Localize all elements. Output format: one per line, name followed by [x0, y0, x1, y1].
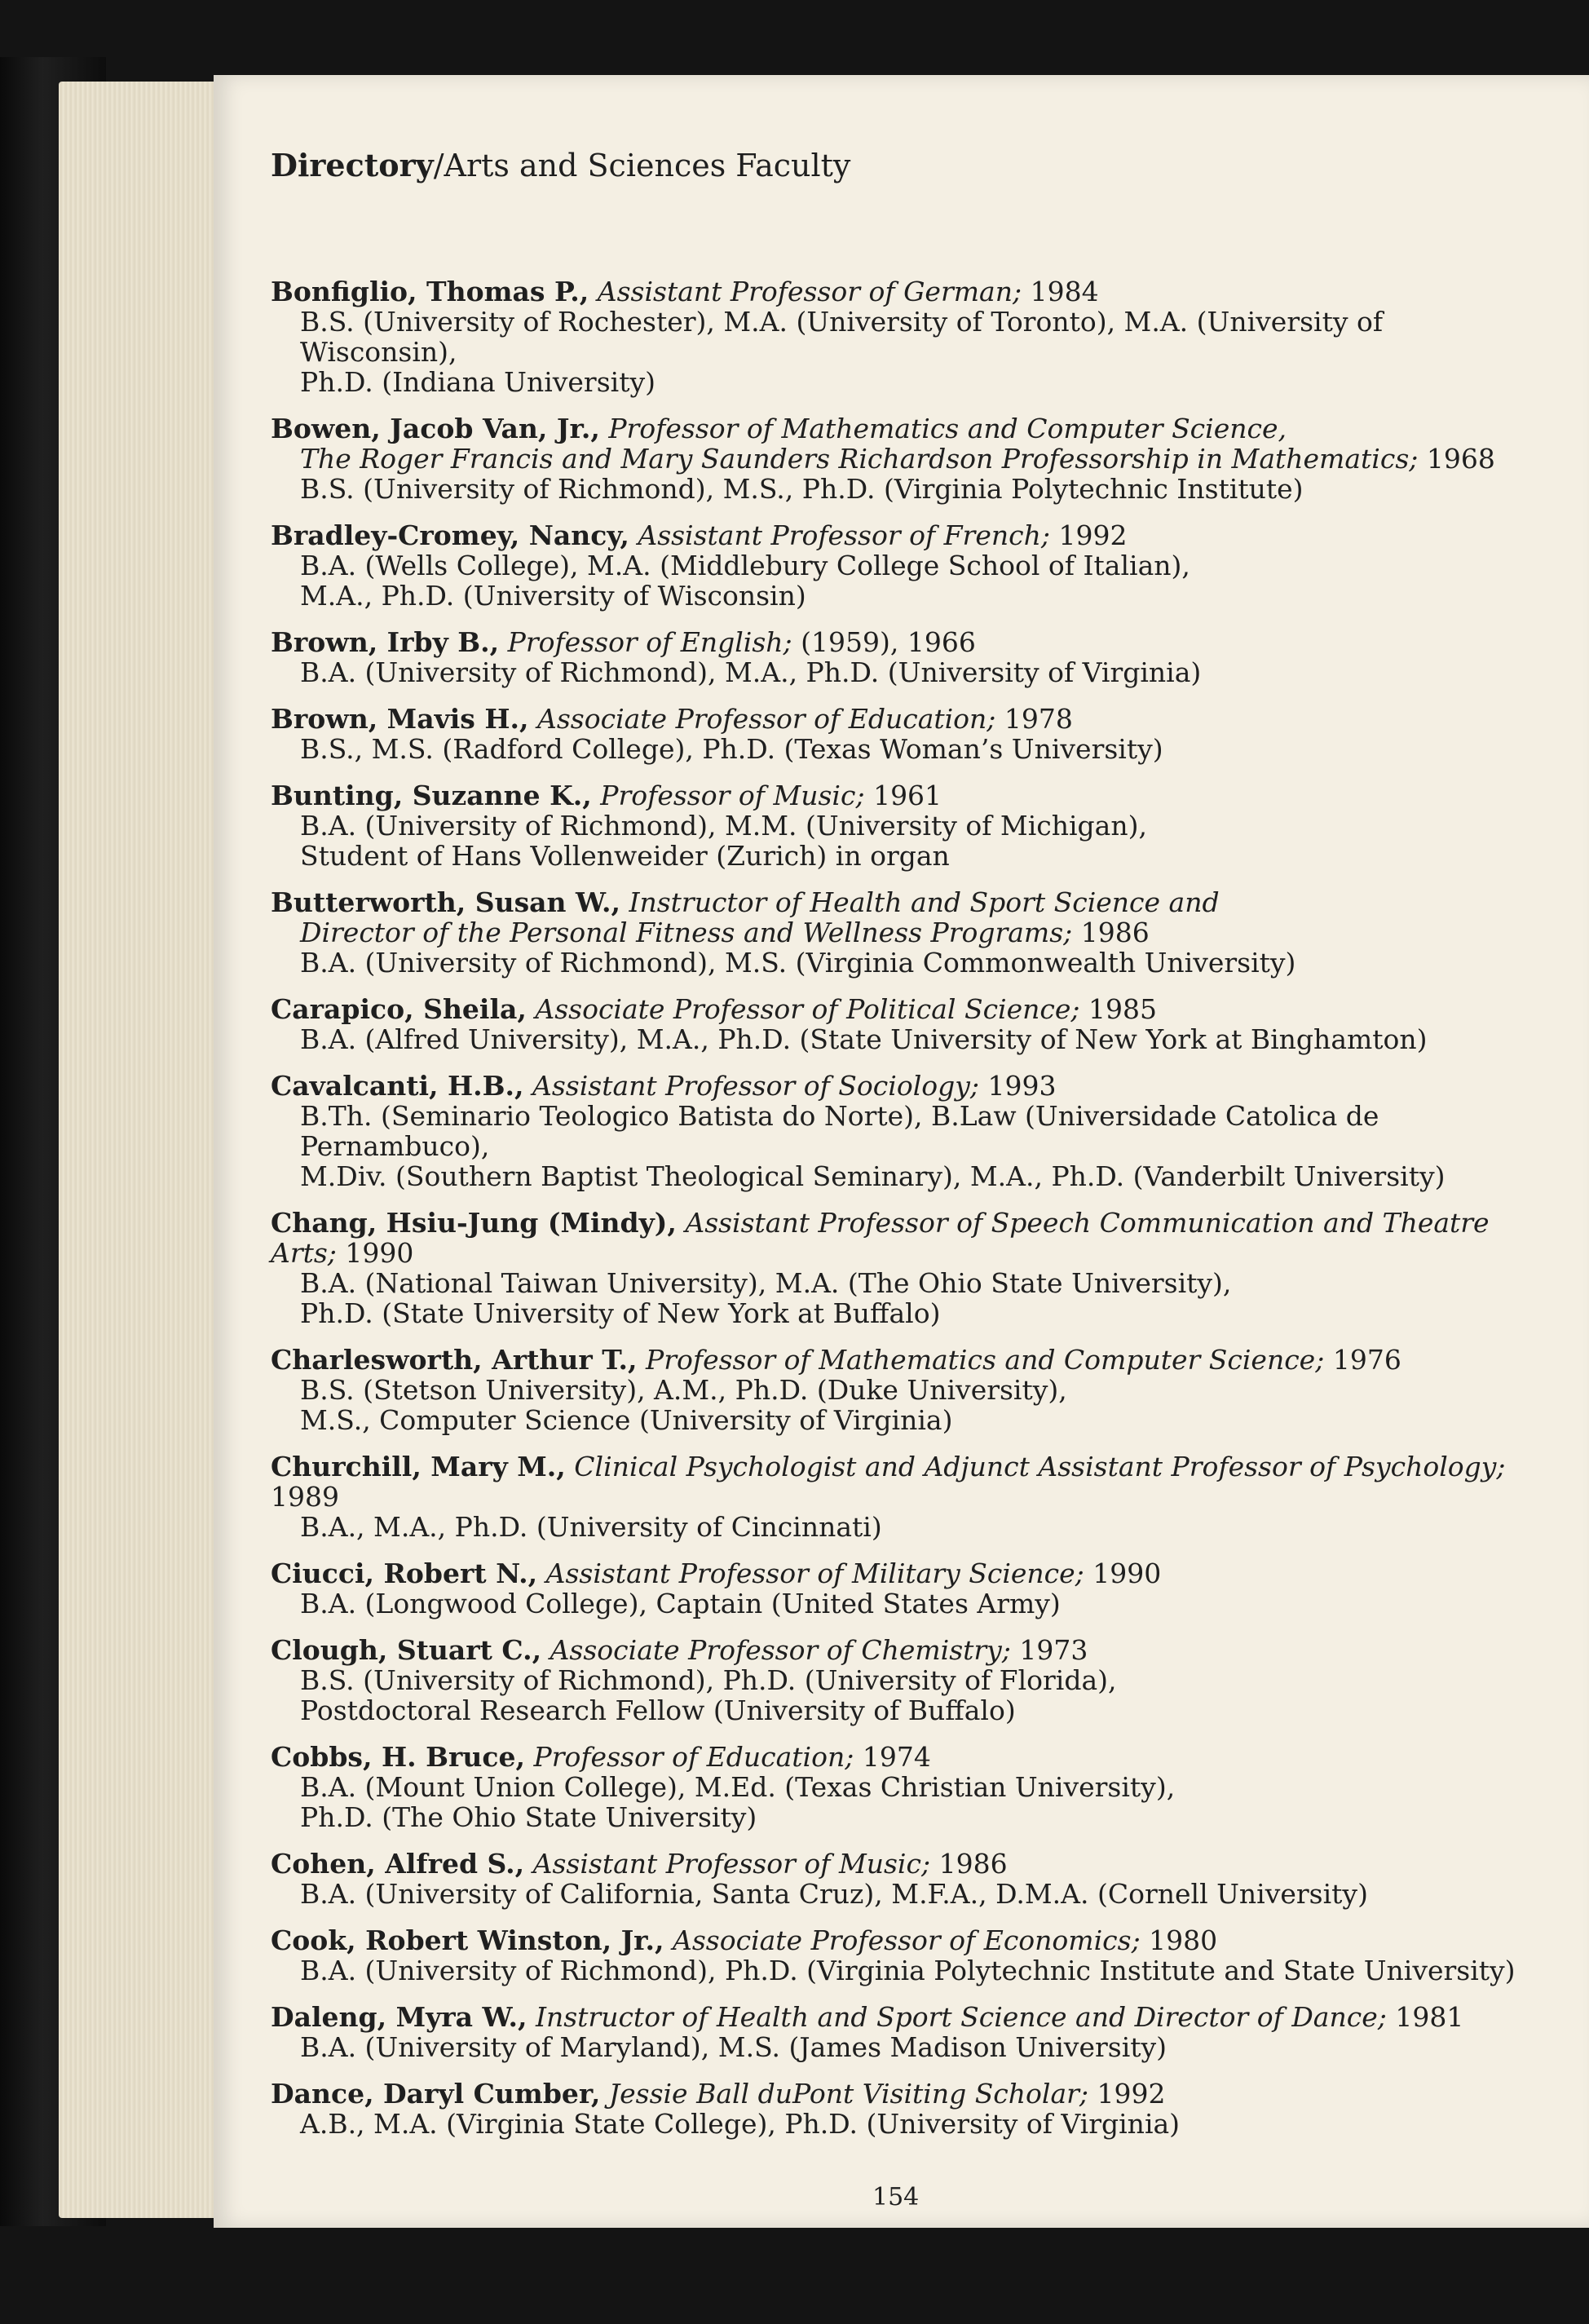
faculty-title: Associate Professor of Education; [537, 703, 996, 735]
faculty-entry [271, 1071, 1543, 1191]
appointment-year: 1976 [1324, 1344, 1401, 1376]
entry-heading [271, 1558, 1543, 1588]
faculty-entry [271, 2079, 1543, 2139]
faculty-name: Clough, Stuart C., [271, 1634, 542, 1666]
faculty-name: Dance, Daryl Cumber, [271, 2078, 601, 2110]
appointment-year: 1990 [1084, 1557, 1162, 1589]
entry-heading [271, 1451, 1543, 1512]
faculty-entry [271, 704, 1543, 764]
faculty-entry [271, 1558, 1543, 1619]
degree-line: B.A. (Longwood College), Captain (United States Army) [300, 1588, 1061, 1619]
degree-line: Postdoctoral Research Fellow (University of Buffalo) [300, 1694, 1016, 1726]
faculty-name: Daleng, Myra W., [271, 2001, 527, 2033]
header-section: Directory [271, 147, 434, 183]
degree-line: B.A. (University of Richmond), Ph.D. (Virginia Polytechnic Institute and State University) [300, 1955, 1516, 1986]
appointment-year: 1986 [930, 1848, 1008, 1880]
degree-line: B.A. (University of California, Santa Cruz), M.F.A., D.M.A. (Cornell University) [300, 1878, 1368, 1910]
degree-line: B.Th. (Seminario Teologico Batista do Norte), B.Law (Universidade Catolica de Pernambuco), [300, 1100, 1379, 1162]
faculty-name: Ciucci, Robert N., [271, 1557, 538, 1589]
appointment-year: 1968 [1418, 443, 1495, 475]
degree-line: B.A., M.A., Ph.D. (University of Cincinnati) [300, 1511, 882, 1543]
header-subsection: /Arts and Sciences Faculty [433, 148, 851, 183]
degree-line: Ph.D. (Indiana University) [300, 366, 655, 398]
appointment-year: 1989 [271, 1481, 339, 1513]
faculty-title: Professor of English; [507, 626, 792, 658]
faculty-entry [271, 1742, 1543, 1832]
appointment-year: 1990 [336, 1237, 414, 1269]
appointment-year: 1973 [1010, 1634, 1088, 1666]
degree-line: B.A. (University of Maryland), M.S. (James Madison University) [300, 2031, 1167, 2063]
faculty-name: Cobbs, H. Bruce, [271, 1741, 525, 1773]
faculty-title: Assistant Professor of Sociology; [532, 1070, 979, 1102]
faculty-entry [271, 1925, 1543, 1986]
entry-heading-continued [300, 917, 1543, 948]
faculty-name: Bonfiglio, Thomas P., [271, 276, 589, 307]
degree-line: B.A. (Wells College), M.A. (Middlebury College School of Italian), [300, 550, 1190, 581]
faculty-title-continued: Director of the Personal Fitness and Wellness Programs; [300, 917, 1073, 948]
faculty-title: Assistant Professor of German; [597, 276, 1022, 307]
faculty-title: Assistant Professor of Music; [532, 1848, 931, 1880]
faculty-entry [271, 413, 1543, 504]
faculty-entry [271, 276, 1543, 397]
faculty-entry [271, 520, 1543, 611]
degree-line: B.A. (University of Richmond), M.M. (University of Michigan), [300, 810, 1147, 842]
faculty-entry [271, 887, 1543, 978]
faculty-entry [271, 1345, 1543, 1435]
faculty-title-continued: The Roger Francis and Mary Saunders Richardson Professorship in Mathematics; [300, 443, 1419, 475]
appointment-year: 1984 [1022, 276, 1099, 307]
degree-line: Ph.D. (The Ohio State University) [300, 1801, 757, 1833]
degree-line: B.S. (Stetson University), A.M., Ph.D. (Duke University), [300, 1374, 1067, 1406]
faculty-title: Clinical Psychologist and Adjunct Assistant Professor of Psychology; [574, 1451, 1506, 1482]
entry-heading [271, 1635, 1543, 1665]
faculty-name: Chang, Hsiu-Jung (Mindy), [271, 1207, 677, 1239]
degree-line: M.S., Computer Science (University of Virginia) [300, 1404, 953, 1436]
faculty-title: Professor of Education; [533, 1741, 854, 1773]
faculty-name: Churchill, Mary M., [271, 1451, 566, 1482]
entry-heading [271, 520, 1543, 550]
entry-heading [271, 2079, 1543, 2109]
faculty-name: Bunting, Suzanne K., [271, 780, 592, 811]
entry-heading [271, 1208, 1543, 1268]
faculty-name: Brown, Mavis H., [271, 703, 529, 735]
faculty-entry [271, 1451, 1543, 1542]
appointment-year: 1981 [1386, 2001, 1464, 2033]
faculty-name: Cavalcanti, H.B., [271, 1070, 524, 1102]
entry-heading [271, 276, 1543, 307]
faculty-title: Associate Professor of Political Science; [535, 993, 1080, 1025]
degree-line: M.A., Ph.D. (University of Wisconsin) [300, 580, 806, 612]
degree-line: B.A. (Mount Union College), M.Ed. (Texas Christian University), [300, 1771, 1176, 1803]
faculty-title: Professor of Mathematics and Computer Science, [608, 413, 1287, 444]
degree-line: B.A. (Alfred University), M.A., Ph.D. (State University of New York at Binghamton) [300, 1023, 1428, 1055]
faculty-title: Professor of Music; [600, 780, 865, 811]
faculty-name: Butterworth, Susan W., [271, 886, 620, 918]
degree-line: B.S. (University of Rochester), M.A. (University of Toronto), M.A. (University of Wisconsin), [300, 306, 1384, 368]
appointment-year: 1985 [1079, 993, 1157, 1025]
faculty-entry [271, 1849, 1543, 1909]
faculty-name: Bradley-Cromey, Nancy, [271, 519, 629, 551]
degree-line: Student of Hans Vollenweider (Zurich) in organ [300, 840, 950, 872]
appointment-year: 1974 [854, 1741, 931, 1773]
entry-heading [271, 994, 1543, 1024]
entry-heading-continued [300, 444, 1543, 474]
faculty-title: Instructor of Health and Sport Science and [629, 886, 1220, 918]
faculty-title: Professor of Mathematics and Computer Science; [646, 1344, 1325, 1376]
faculty-entry [271, 1635, 1543, 1725]
degree-line: B.A. (University of Richmond), M.S. (Virginia Commonwealth University) [300, 947, 1296, 979]
degree-line: A.B., M.A. (Virginia State College), Ph.D. (University of Virginia) [300, 2108, 1181, 2140]
running-header [271, 147, 1543, 183]
faculty-name: Bowen, Jacob Van, Jr., [271, 413, 600, 444]
entry-heading [271, 1345, 1543, 1375]
degree-line: B.S. (University of Richmond), M.S., Ph.D. (Virginia Polytechnic Institute) [300, 473, 1304, 505]
entry-heading [271, 1849, 1543, 1879]
degree-line: B.A. (National Taiwan University), M.A. (The Ohio State University), [300, 1267, 1232, 1299]
entry-heading [271, 887, 1543, 917]
degree-line: Ph.D. (State University of New York at Buffalo) [300, 1297, 941, 1329]
faculty-entry [271, 627, 1543, 687]
appointment-year: 1986 [1072, 917, 1150, 948]
entry-heading [271, 1925, 1543, 1955]
degree-line: M.Div. (Southern Baptist Theological Seminary), M.A., Ph.D. (Vanderbilt University) [300, 1160, 1446, 1192]
entry-heading [271, 1742, 1543, 1772]
appointment-year: 1992 [1088, 2078, 1166, 2110]
page-edges [59, 82, 222, 2218]
faculty-name: Cohen, Alfred S., [271, 1848, 525, 1880]
appointment-year: (1959), 1966 [792, 626, 976, 658]
faculty-title: Assistant Professor of French; [638, 519, 1050, 551]
appointment-year: 1993 [979, 1070, 1057, 1102]
page-number: 154 [872, 2183, 920, 2211]
degree-line: B.S. (University of Richmond), Ph.D. (University of Florida), [300, 1664, 1117, 1696]
faculty-title: Associate Professor of Chemistry; [550, 1634, 1011, 1666]
faculty-name: Cook, Robert Winston, Jr., [271, 1924, 664, 1956]
degree-line: B.S., M.S. (Radford College), Ph.D. (Texas Woman’s University) [300, 733, 1163, 765]
entry-heading [271, 413, 1543, 444]
appointment-year: 1980 [1140, 1924, 1218, 1956]
faculty-entry [271, 994, 1543, 1054]
faculty-title: Assistant Professor of Military Science; [545, 1557, 1084, 1589]
faculty-title: Assistant Professor of Speech Communication and Theatre Arts; [271, 1207, 1490, 1269]
entry-heading [271, 704, 1543, 734]
faculty-title: Instructor of Health and Sport Science and Director of Dance; [535, 2001, 1387, 2033]
faculty-entry [271, 2002, 1543, 2062]
faculty-entry [271, 1208, 1543, 1328]
faculty-entry [271, 780, 1543, 871]
entry-heading [271, 1071, 1543, 1101]
faculty-title: Associate Professor of Economics; [673, 1924, 1141, 1956]
page-content [271, 147, 1543, 2155]
entry-heading [271, 2002, 1543, 2032]
appointment-year: 1992 [1049, 519, 1128, 551]
degree-line: B.A. (University of Richmond), M.A., Ph.D. (University of Virginia) [300, 656, 1202, 688]
entry-heading [271, 627, 1543, 657]
faculty-name: Charlesworth, Arthur T., [271, 1344, 638, 1376]
faculty-name: Brown, Irby B., [271, 626, 500, 658]
faculty-list [271, 276, 1543, 2139]
appointment-year: 1978 [995, 703, 1073, 735]
appointment-year: 1961 [864, 780, 942, 811]
faculty-title: Jessie Ball duPont Visiting Scholar; [608, 2078, 1089, 2110]
faculty-name: Carapico, Sheila, [271, 993, 527, 1025]
entry-heading [271, 780, 1543, 811]
